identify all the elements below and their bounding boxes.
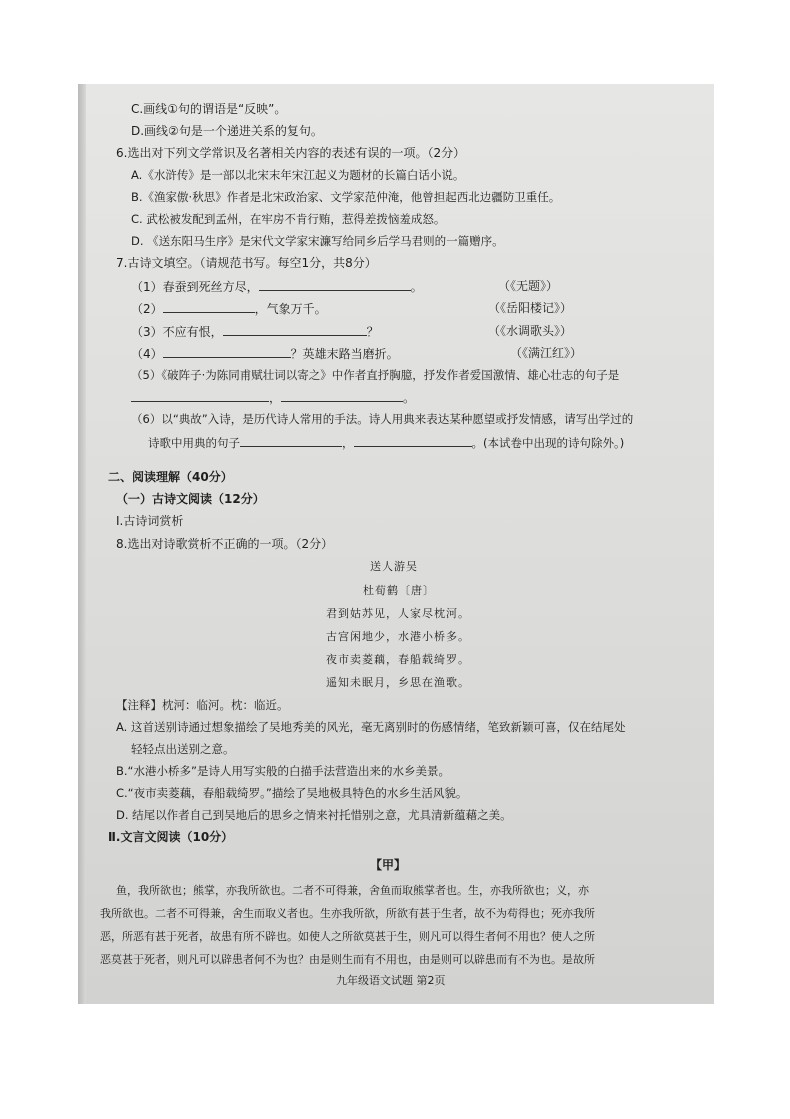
question-7-1 <box>131 279 423 294</box>
q7-3-source: （《水调歌头》） <box>488 324 573 338</box>
question-6-option-a: A.《水浒传》是一部以北宋末年宋江起义为题材的长篇白话小说。 <box>131 168 465 182</box>
answer-blank[interactable] <box>163 346 291 358</box>
passage-jia-line-4: 恶莫甚于死者，则凡可以辟患者何不为也？由是则生而有不用也，由是则可以辟患而有不为也。是故所 <box>100 953 595 966</box>
poem-title: 送人游吴 <box>370 560 418 573</box>
q7-5-end: 。 <box>403 391 416 405</box>
answer-blank[interactable] <box>259 279 411 291</box>
poem-line-4: 遥知未眠月，乡思在渔歌。 <box>326 676 470 689</box>
option-c-grammar: C.画线①句的谓语是“反映”。 <box>131 102 287 116</box>
section-2-1-heading: （一）古诗文阅读（12分） <box>116 492 265 506</box>
question-8: 8.选出对诗歌赏析不正确的一项。（2分） <box>116 537 334 551</box>
poem-line-2: 古宫闲地少，水港小桥多。 <box>326 630 470 643</box>
q7-4-end: ？英雄末路当磨折。 <box>290 347 399 361</box>
q7-1-text: （1）春蚕到死丝方尽， <box>131 280 259 294</box>
passage-jia-label: 【甲】 <box>370 858 407 872</box>
question-8-option-c: C.“夜市卖菱藕，春船载绮罗。”描绘了吴地极具特色的水乡生活风貌。 <box>116 786 468 800</box>
section-2-heading: 二、阅读理解（40分） <box>108 470 233 484</box>
passage-jia-line-1: 鱼，我所欲也；熊掌，亦我所欲也。二者不可得兼，舍鱼而取熊掌者也。生，亦我所欲也；义，亦 <box>116 884 589 897</box>
q7-2-end: ，气象万千。 <box>254 302 327 316</box>
question-8-option-b: B.“水港小桥多”是诗人用写实般的白描手法营造出来的水乡美景。 <box>116 764 450 778</box>
question-7-3 <box>131 324 379 339</box>
answer-blank[interactable] <box>281 390 403 402</box>
passage-jia-line-3: 恶，所恶有甚于死者，故患有所不辟也。如使人之所欲莫甚于生，则凡可以得生者何不用也？使人之所 <box>100 930 595 943</box>
q7-3-text: （3）不应有恨， <box>131 325 223 339</box>
q7-6-text: 诗歌中用典的句子 <box>148 436 240 450</box>
page-footer: 九年级语文试题 第2页 <box>336 974 446 987</box>
poem-line-1: 君到姑苏见，人家尽枕河。 <box>326 607 470 620</box>
question-7-2 <box>131 301 327 316</box>
answer-blank[interactable] <box>354 435 472 447</box>
question-6: 6.选出对下列文学常识及名著相关内容的表述有误的一项。（2分） <box>116 146 466 160</box>
question-7-6-blanks <box>148 435 624 450</box>
question-7-5: （5）《破阵子·为陈同甫赋壮词以寄之》中作者直抒胸臆，抒发作者爱国激情、雄心壮志的句子是 <box>131 368 620 382</box>
section-2-1-ii-heading: Ⅱ.文言文阅读（10分） <box>108 830 234 844</box>
question-7: 7.古诗文填空。（请规范书写。每空1分，共8分） <box>116 256 377 270</box>
answer-blank[interactable] <box>131 390 269 402</box>
question-6-option-c: C. 武松被发配到孟州，在牢房不肯行贿，惹得差拨恼羞成怒。 <box>131 212 446 226</box>
poem-line-3: 夜市卖菱藕，春船载绮罗。 <box>326 653 470 666</box>
question-7-5-blanks <box>131 390 415 405</box>
q7-3-end: ？ <box>366 325 379 339</box>
answer-blank[interactable] <box>240 435 342 447</box>
option-d-grammar: D.画线②句是一个递进关系的复句。 <box>131 124 323 138</box>
q7-1-source: （《无题》） <box>498 279 559 293</box>
question-8-option-a: A. 这首送别诗通过想象描绘了吴地秀美的风光，毫无离别时的伤感情绪，笔致新颖可喜，仅在结尾处 <box>116 720 626 734</box>
q7-2-source: （《岳阳楼记》） <box>488 301 573 315</box>
question-8-option-d: D. 结尾以作者自己到吴地后的思乡之情来衬托惜别之意，尤具清新蕴藉之美。 <box>116 808 512 822</box>
section-2-1-i-heading: Ⅰ.古诗词赏析 <box>116 514 184 528</box>
q7-4-source: （《满江红》） <box>510 346 583 360</box>
answer-blank[interactable] <box>223 324 367 336</box>
passage-jia-line-2: 我所欲也。二者不可得兼，舍生而取义者也。生亦我所欲，所欲有甚于生者，故不为苟得也；死亦我所 <box>100 907 595 920</box>
question-7-6: （6）以“典故”入诗，是历代诗人常用的手法。诗人用典来表达某种愿望或抒发情感，请写出学过的 <box>131 412 634 426</box>
question-6-option-d: D. 《送东阳马生序》是宋代文学家宋濂写给同乡后学马君则的一篇赠序。 <box>131 234 504 248</box>
q7-4-text: （4） <box>131 347 163 361</box>
q7-6-comma: ， <box>342 436 354 450</box>
q7-6-end: 。(本试卷中出现的诗句除外。) <box>471 436 625 450</box>
answer-blank[interactable] <box>163 301 255 313</box>
q7-2-text: （2） <box>131 302 163 316</box>
poem-author: 杜荀鹤〔唐〕 <box>363 584 435 597</box>
exam-page <box>78 84 714 1004</box>
question-6-option-b: B.《渔家傲·秋思》作者是北宋政治家、文学家范仲淹，他曾担起西北边疆防卫重任。 <box>131 190 561 204</box>
q7-1-end: 。 <box>410 280 423 294</box>
question-7-4 <box>131 346 399 361</box>
q7-5-comma: ， <box>269 391 282 405</box>
poem-note: 【注释】枕河：临河。枕：临近。 <box>116 698 289 712</box>
question-8-option-a-cont: 轻轻点出送别之意。 <box>131 742 235 756</box>
